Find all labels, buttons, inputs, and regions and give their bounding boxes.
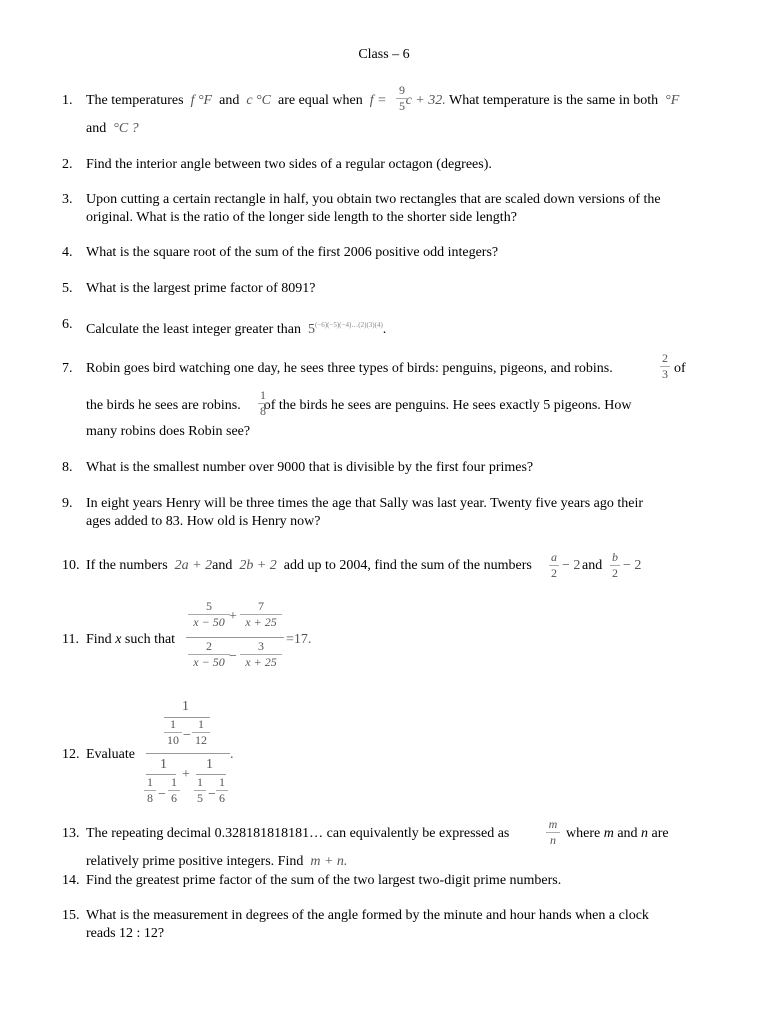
fraction: 1 8 <box>260 388 266 418</box>
fraction: 9 5 <box>396 84 408 113</box>
question-number: 15. <box>62 908 80 923</box>
question-text: such that <box>124 632 176 647</box>
math-expr: 2a + 2 <box>174 558 213 573</box>
math-expr: c + 32. <box>405 93 446 108</box>
punctuation: . <box>230 747 234 762</box>
question-text: Find the interior angle between two sides of a regular octagon (degrees). <box>86 157 492 172</box>
question-text: Evaluate <box>86 747 135 762</box>
question-text: many robins does Robin see? <box>86 424 251 439</box>
question-text: Upon cutting a certain rectangle in half, you obtain two rectangles that are scaled down versions of the <box>86 192 661 207</box>
question-text: and <box>212 558 233 573</box>
question-text: and <box>219 93 240 108</box>
question-text: In eight years Henry will be three times the age that Sally was last year. Twenty five years ago their <box>86 496 644 511</box>
fraction: 5 x − 50 <box>188 600 230 629</box>
question-15 <box>62 907 712 945</box>
math-expr: 5 <box>307 322 315 337</box>
math-operator: − <box>208 787 216 802</box>
question-text: What temperature is the same in both <box>448 93 659 108</box>
question-number: 9. <box>62 496 73 511</box>
math-expr: f °F <box>190 93 213 108</box>
question-9 <box>62 495 712 533</box>
fraction: 1 6 <box>216 776 228 805</box>
question-number: 14. <box>62 873 80 888</box>
fraction-bar <box>186 637 284 638</box>
math-expr: 2b + 2 <box>239 558 277 573</box>
fraction: 1 10 <box>164 718 182 747</box>
question-number: 12. <box>62 747 80 762</box>
main-fraction-bar <box>146 753 230 754</box>
math-expr: − 2 <box>623 558 642 573</box>
question-text: The temperatures <box>86 93 184 108</box>
math-variable: m <box>603 826 614 841</box>
fraction: b 2 <box>612 550 618 580</box>
math-expr: °F <box>665 93 680 108</box>
question-8 <box>62 459 712 479</box>
question-text: of <box>674 361 686 376</box>
math-operator: − <box>183 728 191 743</box>
question-text: are <box>651 826 669 841</box>
fraction: 7 x + 25 <box>240 600 282 629</box>
fraction: 2 x − 50 <box>188 640 230 669</box>
question-text: What is the measurement in degrees of the angle formed by the minute and hour hands when a clock <box>86 908 649 923</box>
fraction: m n <box>546 818 560 847</box>
question-text: Find <box>86 632 112 647</box>
question-text: Calculate the least integer greater than <box>86 322 301 337</box>
punctuation: . <box>382 322 387 337</box>
math-expr: =17. <box>286 632 312 647</box>
math-exponent: (−6)(−5)(−4)…(2)(3)(4) <box>314 321 383 329</box>
question-number: 10. <box>62 558 80 573</box>
question-text: where <box>566 826 601 841</box>
question-number: 1. <box>62 93 73 108</box>
math-number: 1 <box>182 699 189 714</box>
math-operator: − <box>229 649 237 664</box>
question-text: Robin goes bird watching one day, he sees three types of birds: penguins, pigeons, and robins. <box>86 361 613 376</box>
question-text: original. What is the ratio of the longer side length to the shorter side length? <box>86 210 517 225</box>
question-text: the birds he sees are robins. <box>86 398 241 413</box>
math-operator: − <box>158 787 166 802</box>
question-text: If the numbers <box>86 558 168 573</box>
question-text: and <box>86 121 107 136</box>
fraction: 3 x + 25 <box>240 640 282 669</box>
question-5 <box>62 280 712 300</box>
question-1 <box>62 83 712 138</box>
math-expr: m + n. <box>310 854 348 869</box>
fraction: 1 8 <box>144 776 156 805</box>
fraction: 2 3 <box>662 351 668 381</box>
fraction: 1 12 <box>192 718 210 747</box>
fraction: a 2 <box>551 550 557 580</box>
math-expr: °C ? <box>113 121 139 136</box>
question-number: 13. <box>62 826 80 841</box>
question-number: 7. <box>62 361 73 376</box>
math-operator: + <box>229 609 237 624</box>
question-2 <box>62 156 712 176</box>
math-expr: − 2 <box>562 558 581 573</box>
question-7 <box>62 351 712 442</box>
question-number: 3. <box>62 192 73 207</box>
question-text: Find the greatest prime factor of the sum of the two largest two-digit prime numbers. <box>86 873 562 888</box>
question-12 <box>62 700 712 812</box>
question-number: 11. <box>62 632 79 647</box>
question-number: 5. <box>62 281 73 296</box>
question-10 <box>62 550 712 583</box>
question-text: of the birds he sees are penguins. He sees exactly 5 pigeons. How <box>263 398 632 413</box>
question-4 <box>62 244 712 264</box>
math-operator: + <box>182 767 190 782</box>
math-number: 1 <box>160 757 167 772</box>
fraction: 1 6 <box>168 776 180 805</box>
math-variable: n <box>641 826 649 841</box>
question-text: The repeating decimal 0.328181818181… can equivalently be expressed as <box>86 826 510 841</box>
question-11 <box>62 600 712 680</box>
math-variable: x <box>115 632 122 647</box>
question-13 <box>62 817 712 870</box>
question-text: and <box>582 558 603 573</box>
question-text: and <box>617 826 638 841</box>
question-number: 4. <box>62 245 73 260</box>
math-expr: f = <box>369 93 387 108</box>
question-text: What is the smallest number over 9000 that is divisible by the first four primes? <box>86 460 534 475</box>
question-text: reads 12 : 12? <box>86 926 165 941</box>
question-3 <box>62 191 712 229</box>
fraction: 1 5 <box>194 776 206 805</box>
math-expr: c °C <box>246 93 271 108</box>
math-number: 1 <box>206 757 213 772</box>
question-text: add up to 2004, find the sum of the numbers <box>283 558 532 573</box>
question-14 <box>62 872 712 892</box>
question-text: What is the largest prime factor of 8091? <box>86 281 316 296</box>
question-text: are equal when <box>277 93 363 108</box>
question-number: 6. <box>62 317 73 332</box>
question-number: 8. <box>62 460 73 475</box>
page-title: Class – 6 <box>358 47 410 62</box>
question-6 <box>62 316 712 336</box>
question-text: ages added to 83. How old is Henry now? <box>86 514 321 529</box>
question-number: 2. <box>62 157 73 172</box>
question-text: What is the square root of the sum of the first 2006 positive odd integers? <box>86 245 499 260</box>
question-text: relatively prime positive integers. Find <box>86 854 304 869</box>
